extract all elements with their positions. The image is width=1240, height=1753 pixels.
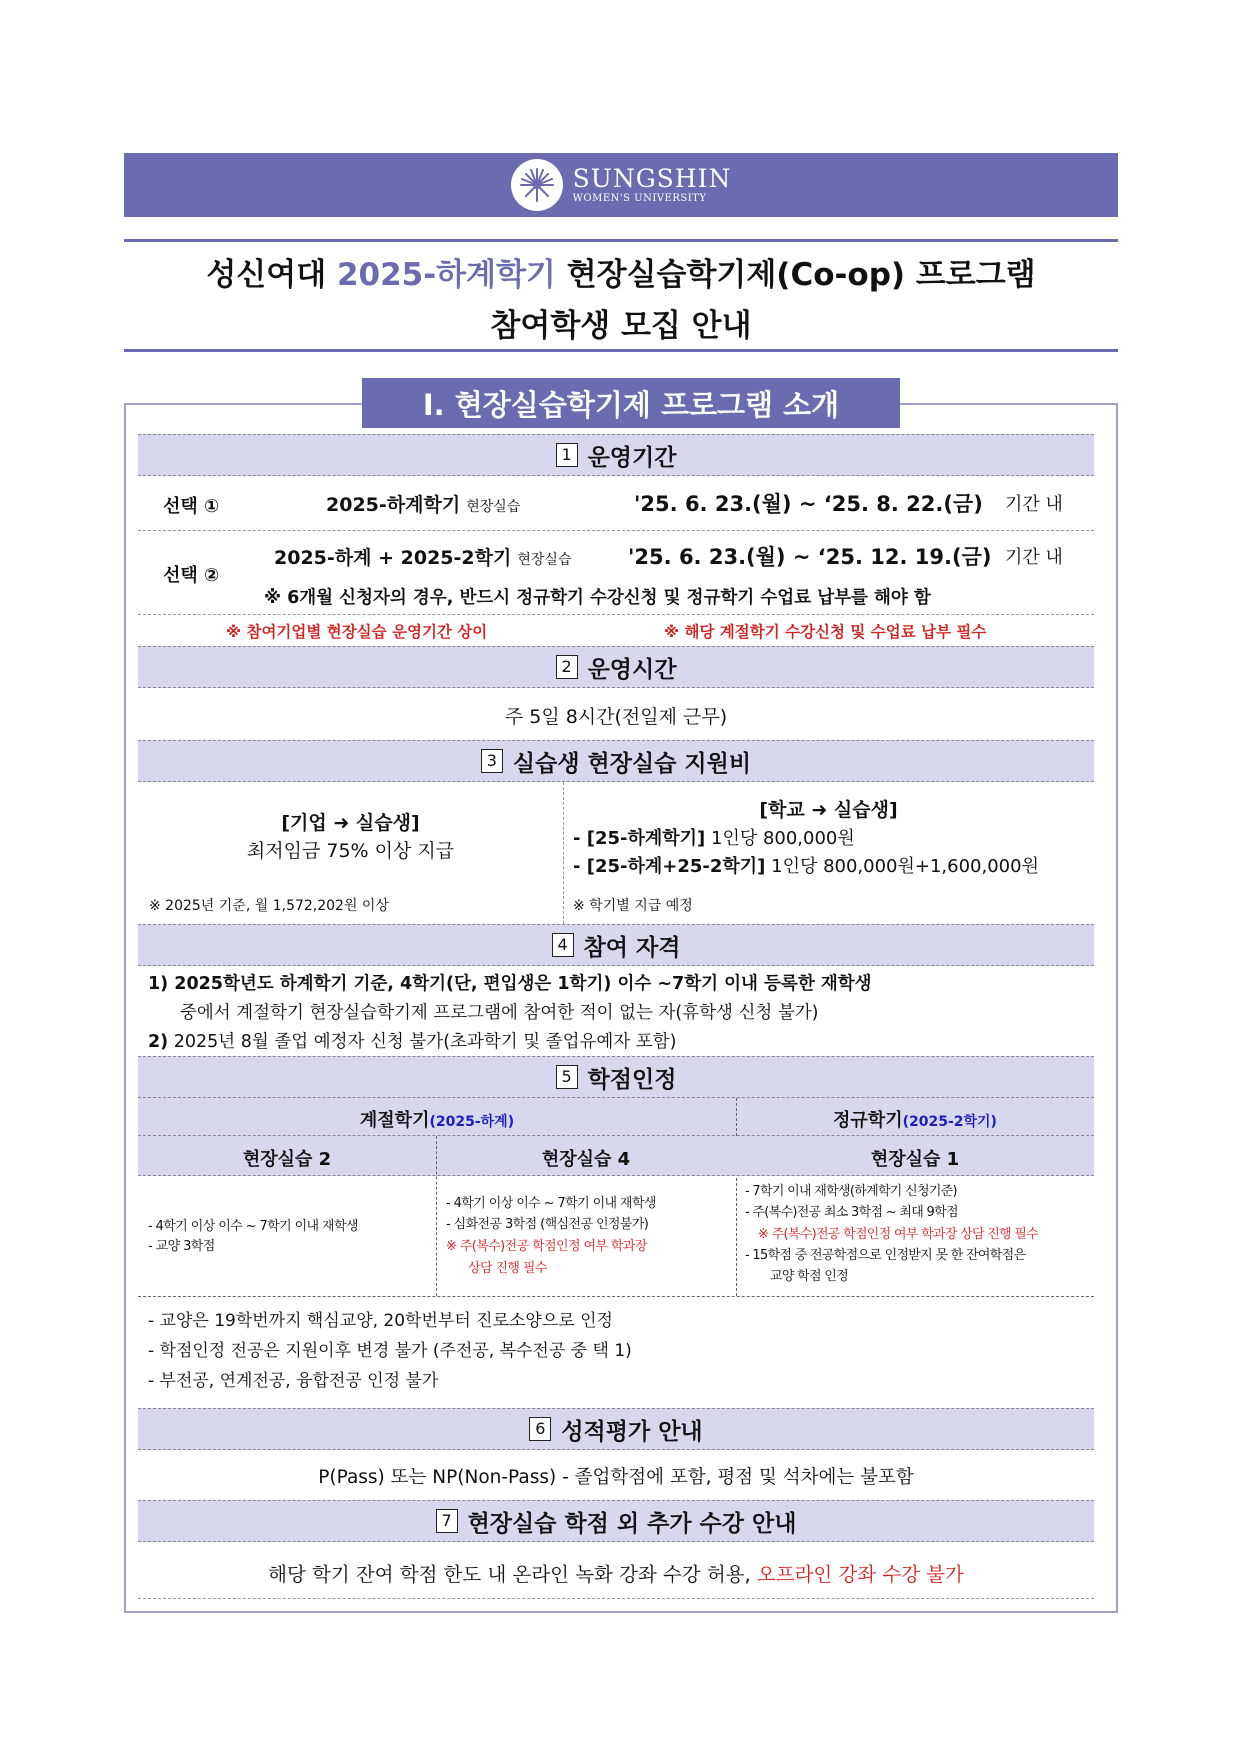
divider	[138, 614, 1094, 615]
section-tab: Ⅰ. 현장실습학기제 프로그램 소개	[362, 378, 900, 428]
seasonal-semester-header	[138, 1106, 736, 1132]
section-3-heading	[138, 740, 1094, 782]
section-number: 6	[529, 1417, 551, 1441]
divider	[138, 1296, 1094, 1297]
header-text: 계절학기	[359, 1110, 430, 1131]
school-support-title: [학교 ➜ 실습생]	[759, 799, 898, 821]
option-1-suffix: 기간 내	[1005, 494, 1063, 515]
title-rule-top	[124, 239, 1118, 242]
option-1-term-text: 2025-하계학기	[326, 494, 461, 516]
option-2-term-text: 2025-하계 + 2025-2학기	[274, 547, 512, 569]
section-number: 5	[556, 1065, 578, 1089]
support-term: - [25-하계+25-2학기]	[573, 856, 766, 877]
red-note-1: ※ 참여기업별 현장실습 운영기간 상이	[226, 623, 488, 641]
company-support-body: 최저임금 75% 이상 지급	[246, 840, 455, 862]
red-note-2: ※ 해당 계절학기 수강신청 및 수업료 납부 필수	[664, 623, 987, 641]
option-1-dates: '25. 6. 23.(월) ~ ‘25. 8. 22.(금)	[634, 492, 983, 516]
operation-hours: 주 5일 8시간(전일제 근무)	[504, 706, 728, 728]
section-title: 성적평가 안내	[561, 1418, 703, 1445]
option-2-note: ※ 6개월 신청자의 경우, 반드시 정규학기 수강신청 및 정규학기 수업료 납부를 해야 함	[264, 588, 931, 608]
info-text-red: 오프라인 강좌 수강 불가	[756, 1563, 964, 1586]
section-number: 1	[556, 443, 578, 467]
practicum-1-line-1: - 7학기 이내 재학생(하계학기 신청기준)	[745, 1184, 957, 1199]
company-support-note: ※ 2025년 기준, 월 1,572,202원 이상	[149, 898, 389, 914]
grading-info: P(Pass) 또는 NP(Non-Pass) - 졸업학점에 포함, 평점 및 석차에는 불포함	[318, 1467, 914, 1488]
additional-course-info	[138, 1559, 1094, 1587]
practicum-1-note: ※ 주(복수)전공 학점인정 여부 학과장 상담 진행 필수	[758, 1227, 1039, 1242]
support-amount: 1인당 800,000원	[711, 828, 855, 849]
practicum-4-note-cont: 상담 진행 필수	[468, 1261, 547, 1276]
section-title: 실습생 현장실습 지원비	[512, 750, 752, 777]
section-7-heading	[138, 1500, 1094, 1542]
section-number: 2	[556, 655, 578, 679]
title-accent: 2025-하계학기	[336, 257, 556, 293]
eligibility-1-cont: 중에서 계절학기 현장실습학기제 프로그램에 참여한 적이 없는 자(휴학생 신청 불가)	[180, 1003, 819, 1023]
section-number: 3	[481, 749, 503, 773]
credit-note-2: - 학점인정 전공은 지원이후 변경 불가 (주전공, 복수전공 중 택 1)	[148, 1341, 632, 1361]
practicum-1: 현장실습 1	[870, 1149, 960, 1170]
title-line2: 참여학생 모집 안내	[490, 308, 752, 344]
regular-semester-header	[736, 1106, 1094, 1132]
university-emblem-icon	[511, 159, 563, 211]
practicum-1-line-4: 교양 학점 인정	[770, 1269, 849, 1284]
logo-name: SUNGSHIN	[572, 164, 732, 193]
header-sub: (2025-2학기)	[902, 1114, 997, 1130]
practicum-2-line-2: - 교양 3학점	[148, 1239, 215, 1254]
header-text: 정규학기	[833, 1110, 903, 1131]
section-title: 운영시간	[587, 656, 677, 683]
item-text: 2025년 8월 졸업 예정자 신청 불가(초과학기 및 졸업유예자 포함)	[173, 1032, 677, 1052]
credit-note-1: - 교양은 19학번까지 핵심교양, 20학번부터 진로소양으로 인정	[148, 1311, 613, 1331]
info-text: 해당 학기 잔여 학점 한도 내 온라인 녹화 강좌 수강 허용,	[268, 1563, 751, 1586]
logo-sub: WOMEN'S UNIVERSITY	[572, 193, 707, 204]
section-5-heading	[138, 1056, 1094, 1098]
practicum-4-note: ※ 주(복수)전공 학점인정 여부 학과장	[446, 1239, 647, 1254]
support-amount: 1인당 800,000원+1,600,000원	[771, 856, 1039, 877]
title-post: 현장실습학기제(Co-op) 프로그램	[566, 257, 1036, 293]
section-title: 현장실습 학점 외 추가 수강 안내	[467, 1510, 797, 1537]
option-2-label: 선택 ②	[163, 565, 220, 586]
section-2-heading	[138, 646, 1094, 688]
item-number: 2)	[148, 1032, 169, 1052]
practicum-1-line-2: - 주(복수)전공 최소 3학점 ~ 최대 9학점	[745, 1205, 958, 1220]
option-2-dates: '25. 6. 23.(월) ~ ‘25. 12. 19.(금)	[628, 545, 992, 569]
credit-note-3: - 부전공, 연계전공, 융합전공 인정 불가	[148, 1371, 439, 1391]
section-number: 4	[552, 933, 574, 957]
practicum-4: 현장실습 4	[541, 1149, 631, 1170]
eligibility-2	[148, 1028, 676, 1053]
section-title: 참여 자격	[583, 934, 681, 961]
practicum-1-line-3: - 15학점 중 전공학점으로 인정받지 못 한 잔여학점은	[745, 1248, 1026, 1263]
divider	[138, 1598, 1094, 1599]
title-pre: 성신여대	[206, 257, 327, 293]
divider	[138, 530, 1094, 531]
school-support-note: ※ 학기별 지급 예정	[573, 898, 693, 914]
option-1-term	[326, 490, 520, 517]
practicum-4-line-2: - 심화전공 3학점 (핵심전공 인정불가)	[446, 1217, 649, 1232]
company-support-title: [기업 ➜ 실습생]	[281, 812, 420, 834]
practicum-2: 현장실습 2	[242, 1149, 332, 1170]
header-sub: (2025-하계)	[429, 1114, 515, 1130]
section-4-heading	[138, 924, 1094, 966]
option-2-suffix: 기간 내	[1005, 547, 1063, 568]
section-6-heading	[138, 1408, 1094, 1450]
school-support-line-2	[573, 852, 1039, 878]
practicum-4-line-1: - 4학기 이상 이수 ~ 7학기 이내 재학생	[446, 1196, 656, 1211]
school-support-line-1	[573, 824, 855, 850]
section-title: 운영기간	[587, 444, 677, 471]
option-2-small: 현장실습	[517, 552, 572, 568]
practicum-2-line-1: - 4학기 이상 이수 ~ 7학기 이내 재학생	[148, 1219, 358, 1234]
section-number: 7	[436, 1509, 458, 1533]
support-term: - [25-하계학기]	[573, 828, 706, 849]
option-2-term	[274, 543, 571, 570]
page-title	[124, 250, 1118, 352]
university-logo-text	[573, 166, 732, 204]
option-1-label: 선택 ①	[163, 496, 220, 517]
eligibility-1: 1) 2025학년도 하계학기 기준, 4학기(단, 편입생은 1학기) 이수 ~7학기 이내 등록한 재학생	[148, 974, 872, 994]
option-1-small: 현장실습	[466, 499, 521, 515]
section-1-heading	[138, 434, 1094, 476]
university-banner	[124, 153, 1118, 217]
section-title: 학점인정	[587, 1066, 677, 1093]
title-rule-bottom	[124, 349, 1118, 352]
